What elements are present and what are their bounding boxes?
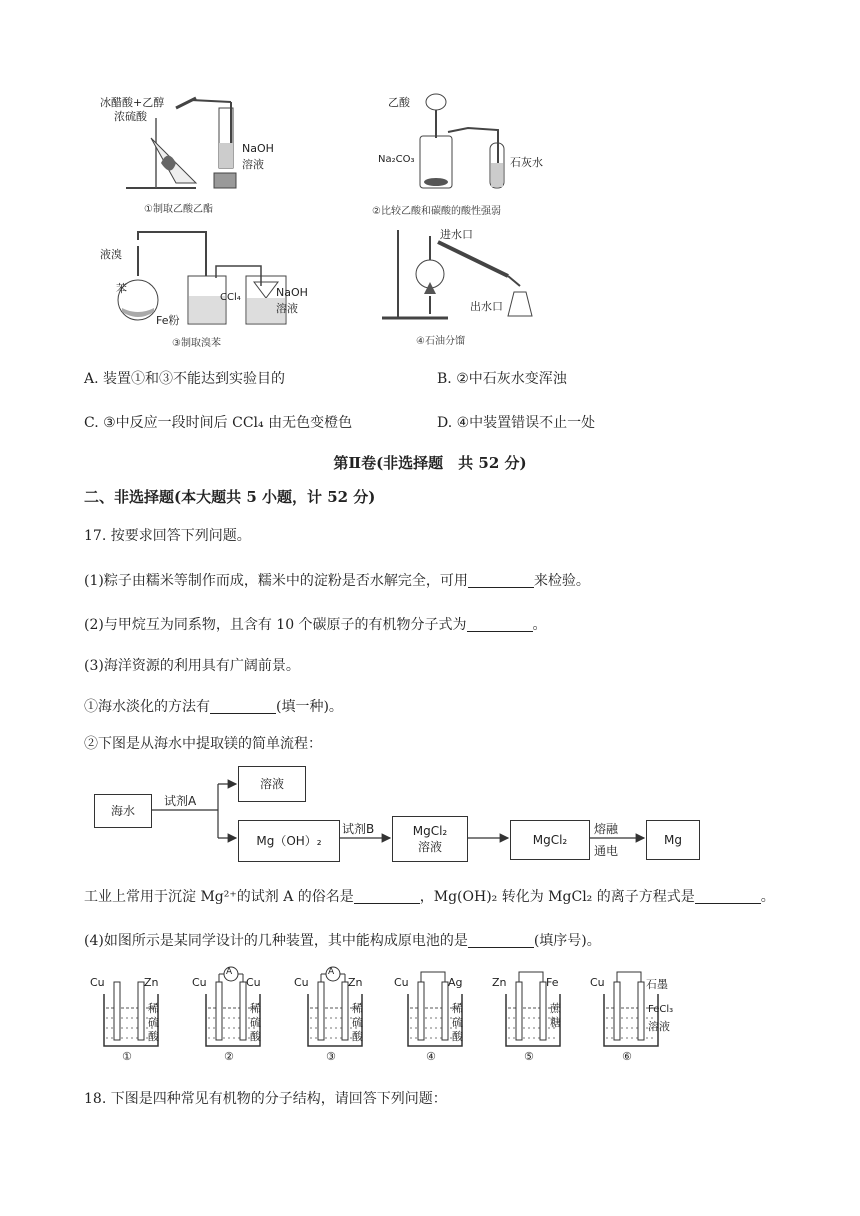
apparatus-figure-4 (378, 222, 548, 350)
fig4-inlet-label: 进水口 (440, 228, 473, 241)
q17-stem: 17. 按要求回答下列问题。 (84, 528, 251, 544)
cell-3-liquid-2: 硫 (352, 1016, 363, 1029)
fig1-naoh-label: NaOH (242, 142, 274, 155)
cell-3-number: ③ (326, 1050, 336, 1063)
apparatus-figure-2 (372, 88, 578, 218)
option-a[interactable]: A. 装置①和③不能达到实验目的 (84, 371, 286, 387)
cell-1-liquid-1: 稀 (148, 1002, 159, 1015)
cell-4-right-electrode: Ag (448, 976, 463, 989)
part-title: 二、非选择题(本大题共 5 小题，计 52 分) (84, 488, 376, 506)
cell-3-liquid-3: 酸 (352, 1030, 363, 1043)
cell-6-left-electrode: Cu (590, 976, 605, 989)
fig3-ccl4-label: CCl₄ (220, 292, 241, 303)
q17-part3a-text-end: (填一种)。 (276, 699, 343, 715)
cell-2-liquid-3: 酸 (250, 1030, 261, 1043)
fig3-solution-label: 溶液 (276, 302, 298, 315)
q17-part3c (84, 886, 775, 906)
fig1-solution-label: 溶液 (242, 158, 264, 171)
q17-part3a-blank[interactable] (210, 699, 276, 714)
cell-4-liquid-2: 硫 (452, 1016, 463, 1029)
cell-5 (486, 964, 586, 1074)
flow-mgcl2-solution-line1: MgCl₂ (412, 824, 448, 838)
q17-part3b: ②下图是从海水中提取镁的简单流程： (84, 736, 322, 752)
option-d[interactable]: D. ④中装置错误不止一处 (437, 415, 596, 431)
q17-part1-text: (1)粽子由糯米等制作而成，糯米中的淀粉是否水解完全，可用 (84, 573, 468, 589)
q17-part3c-text-end: 。 (760, 889, 775, 905)
cell-5-liquid-1: 蔗 (550, 1002, 561, 1015)
apparatus-figure-1 (96, 88, 316, 218)
cell-6-right-electrode: 石墨 (646, 978, 668, 991)
flow-reagent-b-label: 试剂B (342, 822, 375, 836)
apparatus-figure-3 (96, 226, 326, 350)
cell-3-ammeter: A (328, 967, 335, 977)
fig1-acid-label: 浓硫酸 (114, 110, 147, 123)
q17-part4 (84, 930, 601, 950)
q17-part2-blank[interactable] (467, 617, 533, 632)
cell-3-right-electrode: Zn (348, 976, 363, 989)
fig2-caption: ②比较乙酸和碳酸的酸性强弱 (372, 206, 501, 217)
q18-stem: 18. 下图是四种常见有机物的分子结构，请回答下列问题： (84, 1091, 447, 1107)
fig4-outlet-label: 出水口 (470, 300, 503, 313)
q17-part4-text: (4)如图所示是某同学设计的几种装置，其中能构成原电池的是 (84, 933, 468, 949)
cell-6-liquid-1: FeCl₃ (648, 1004, 674, 1015)
cell-2 (186, 964, 286, 1074)
cell-1-liquid-3: 酸 (148, 1030, 159, 1043)
fig1-reagent-label: 冰醋酸+乙醇 (100, 96, 165, 109)
q17-part4-text-end: (填序号)。 (533, 933, 601, 949)
q17-part3a-text: ①海水淡化的方法有 (84, 699, 210, 715)
cell-3-left-electrode: Cu (294, 976, 309, 989)
cell-2-ammeter: A (226, 967, 233, 977)
q17-part4-blank[interactable] (468, 933, 534, 948)
flow-seawater-box: 海水 (94, 794, 152, 828)
cell-3 (288, 964, 388, 1074)
fig2-salt-label: Na₂CO₃ (378, 154, 415, 165)
fig3-fe-label: Fe粉 (156, 314, 180, 327)
cell-row (84, 964, 704, 1074)
cell-1-number: ① (122, 1050, 132, 1063)
q17-part1 (84, 570, 590, 590)
cell-4 (388, 964, 488, 1074)
cell-2-liquid-1: 稀 (250, 1002, 261, 1015)
fig3-bromine-label: 液溴 (100, 248, 122, 261)
section-title: 第Ⅱ卷(非选择题 共 52 分) (333, 454, 527, 472)
cell-2-left-electrode: Cu (192, 976, 207, 989)
cell-5-liquid-2: 糖 (550, 1016, 561, 1029)
cell-5-left-electrode: Zn (492, 976, 507, 989)
magnesium-flow-chart (84, 762, 724, 866)
q17-part3c-blank-2[interactable] (695, 889, 761, 904)
flow-solution-box: 溶液 (238, 766, 306, 802)
cell-6 (584, 964, 704, 1074)
fig3-caption: ③制取溴苯 (172, 338, 221, 349)
cell-3-liquid-1: 稀 (352, 1002, 363, 1015)
cell-1-liquid-2: 硫 (148, 1016, 159, 1029)
cell-4-liquid-1: 稀 (452, 1002, 463, 1015)
option-c[interactable]: C. ③中反应一段时间后 CCl₄ 由无色变橙色 (84, 415, 353, 431)
q17-part3c-text: 工业上常用于沉淀 Mg²⁺的试剂 A 的俗名是 (84, 889, 354, 905)
cell-2-liquid-2: 硫 (250, 1016, 261, 1029)
flow-mgoh2-box: Mg（OH）₂ (238, 820, 340, 862)
flow-mgcl2-solution-box (392, 816, 468, 862)
cell-6-number: ⑥ (622, 1050, 632, 1063)
flow-reagent-a-label: 试剂A (164, 794, 197, 808)
flow-electrolysis-label: 通电 (594, 844, 619, 858)
q17-part2-text-end: 。 (532, 617, 547, 633)
fig1-caption: ①制取乙酸乙酯 (144, 204, 213, 215)
cell-4-number: ④ (426, 1050, 436, 1063)
q17-part1-blank[interactable] (468, 573, 534, 588)
cell-2-right-electrode: Cu (246, 976, 261, 989)
flow-mg-box: Mg (646, 820, 700, 860)
cell-4-left-electrode: Cu (394, 976, 409, 989)
flow-melt-label: 熔融 (594, 822, 619, 836)
cell-1-left-electrode: Cu (90, 976, 105, 989)
cell-5-right-electrode: Fe (546, 976, 559, 989)
q17-part1-text-end: 来检验。 (533, 573, 590, 589)
q17-part2 (84, 614, 547, 634)
q17-part2-text: (2)与甲烷互为同系物，且含有 10 个碳原子的有机物分子式为 (84, 617, 467, 633)
cell-1-right-electrode: Zn (144, 976, 159, 989)
cell-2-number: ② (224, 1050, 234, 1063)
fig2-limewater-label: 石灰水 (510, 156, 543, 169)
cell-1 (84, 964, 184, 1074)
cell-5-number: ⑤ (524, 1050, 534, 1063)
fig4-caption: ④石油分馏 (416, 336, 465, 347)
q17-part3c-blank-1[interactable] (354, 889, 420, 904)
fig3-benzene-label: 苯 (116, 282, 127, 295)
flow-mgcl2-box: MgCl₂ (510, 820, 590, 860)
cell-4-liquid-3: 酸 (452, 1030, 463, 1043)
cell-6-liquid-2: 溶液 (648, 1020, 670, 1033)
q17-part3: (3)海洋资源的利用具有广阔前景。 (84, 658, 300, 674)
option-b[interactable]: B. ②中石灰水变浑浊 (437, 371, 567, 387)
flow-mgcl2-solution-line2: 溶液 (417, 840, 442, 854)
fig2-acid-label: 乙酸 (388, 96, 410, 109)
q17-part3c-text-mid: ，Mg(OH)₂ 转化为 MgCl₂ 的离子方程式是 (419, 889, 695, 905)
fig3-naoh-label: NaOH (276, 286, 308, 299)
q17-part3a (84, 696, 343, 716)
